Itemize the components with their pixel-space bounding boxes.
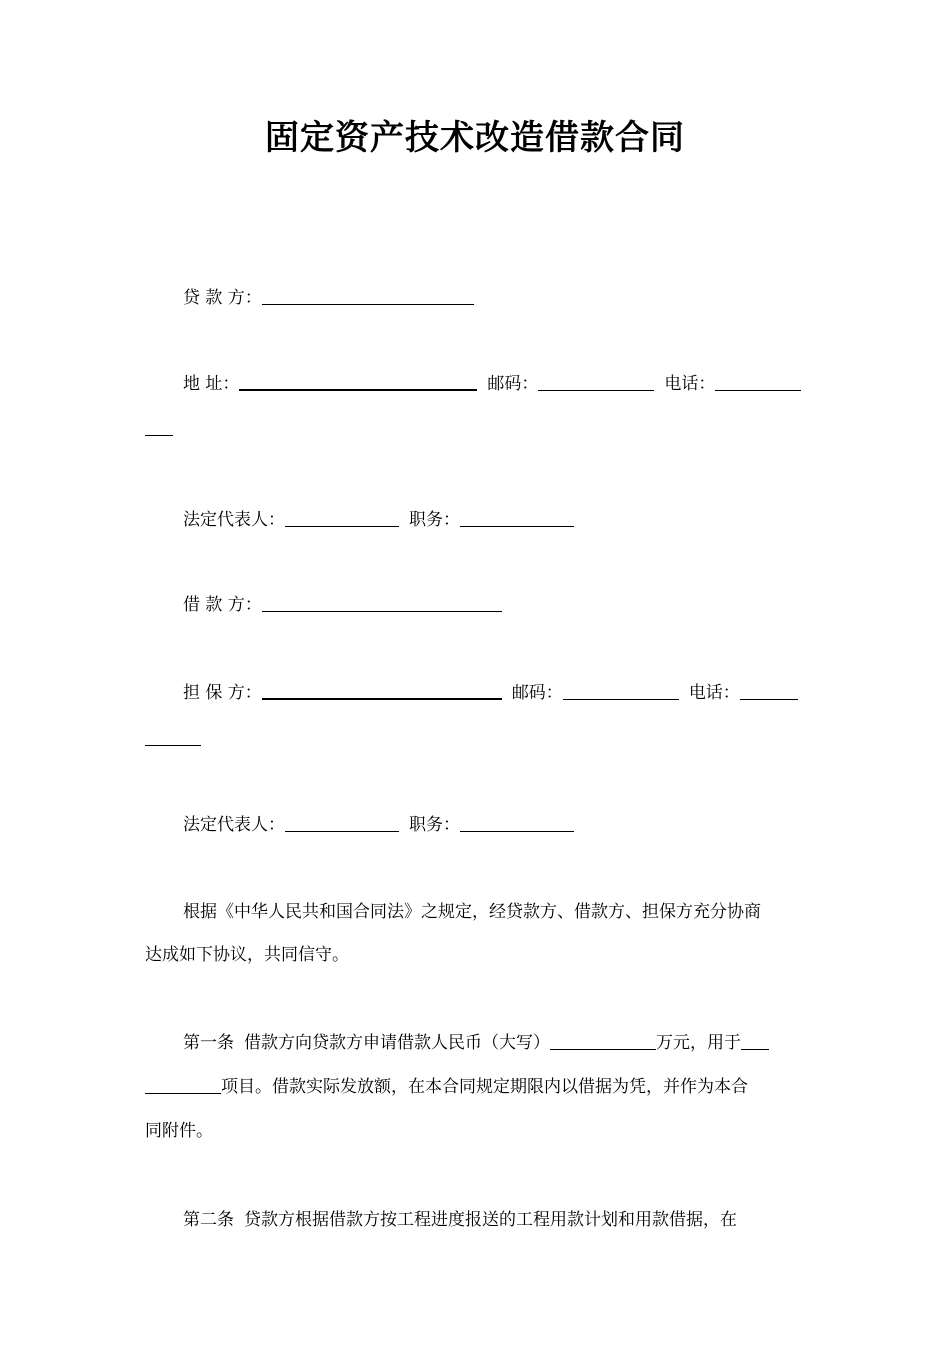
guarantor-row	[145, 678, 845, 708]
article-2-heading: 第二条	[183, 1210, 234, 1230]
article-2-text-1: 贷款方根据借款方按工程进度报送的工程用款计划和用款借据，在	[244, 1210, 737, 1230]
article-2-line-1	[145, 1205, 845, 1235]
document-title: 固定资产技术改造借款合同	[265, 118, 685, 158]
loan-purpose-field-continuation[interactable]	[145, 1077, 221, 1094]
lender-row	[145, 283, 845, 313]
lender-colon: ：	[244, 288, 262, 308]
position-field[interactable]	[460, 510, 574, 527]
guarantor-field[interactable]	[262, 682, 502, 700]
article-1-text-3: 项目。借款实际发放额，在本合同规定期限内以借据为凭，并作为本合	[221, 1077, 748, 1097]
postcode-label: 邮码：	[487, 374, 539, 394]
guarantor-phone-continuation	[145, 724, 807, 754]
article-1-line-2	[145, 1072, 807, 1102]
guarantor-phone-field[interactable]	[740, 683, 798, 700]
position-label: 职务：	[409, 510, 460, 530]
lender-address-row	[145, 369, 845, 399]
guarantor-phone-field-continuation[interactable]	[145, 729, 201, 746]
article-1-text-1: 借款方向贷款方申请借款人民币（大写）	[244, 1033, 550, 1053]
guarantor-legal-rep-row	[145, 810, 845, 840]
position-field-2[interactable]	[460, 815, 574, 832]
postcode-field[interactable]	[538, 374, 654, 391]
position-label-2: 职务：	[409, 815, 460, 835]
loan-amount-field[interactable]	[550, 1033, 656, 1050]
guarantor-label: 担 保 方：	[183, 683, 262, 703]
legal-rep-field[interactable]	[285, 510, 399, 527]
phone-field[interactable]	[715, 374, 801, 391]
legal-rep-label-2: 法定代表人：	[183, 815, 285, 835]
phone-field-continuation[interactable]	[145, 419, 173, 436]
borrower-name-field[interactable]	[262, 595, 502, 612]
guarantor-postcode-label: 邮码：	[511, 683, 563, 703]
guarantor-phone-label: 电话：	[688, 683, 740, 703]
phone-label: 电话：	[664, 374, 716, 394]
borrower-colon: ：	[244, 595, 262, 615]
lender-label: 贷 款 方	[183, 288, 245, 308]
article-1-line-3: 同附件。	[145, 1121, 213, 1141]
article-1-line-1	[145, 1028, 845, 1058]
lender-phone-continuation	[145, 414, 807, 444]
lender-name-field[interactable]	[262, 288, 474, 305]
borrower-label: 借 款 方	[183, 595, 245, 615]
legal-rep-field-2[interactable]	[285, 815, 399, 832]
loan-purpose-field[interactable]	[741, 1033, 769, 1050]
borrower-row	[145, 590, 845, 620]
preamble-line-2: 达成如下协议，共同信守。	[145, 945, 349, 965]
address-label: 地 址：	[183, 374, 240, 394]
legal-rep-label: 法定代表人：	[183, 510, 285, 530]
preamble-line-1: 根据《中华人民共和国合同法》之规定，经贷款方、借款方、担保方充分协商	[183, 902, 761, 922]
article-1-text-2: 万元，用于	[656, 1033, 741, 1053]
article-1-heading: 第一条	[183, 1033, 234, 1053]
lender-legal-rep-row	[145, 505, 845, 535]
address-field[interactable]	[239, 373, 477, 391]
guarantor-postcode-field[interactable]	[563, 683, 679, 700]
